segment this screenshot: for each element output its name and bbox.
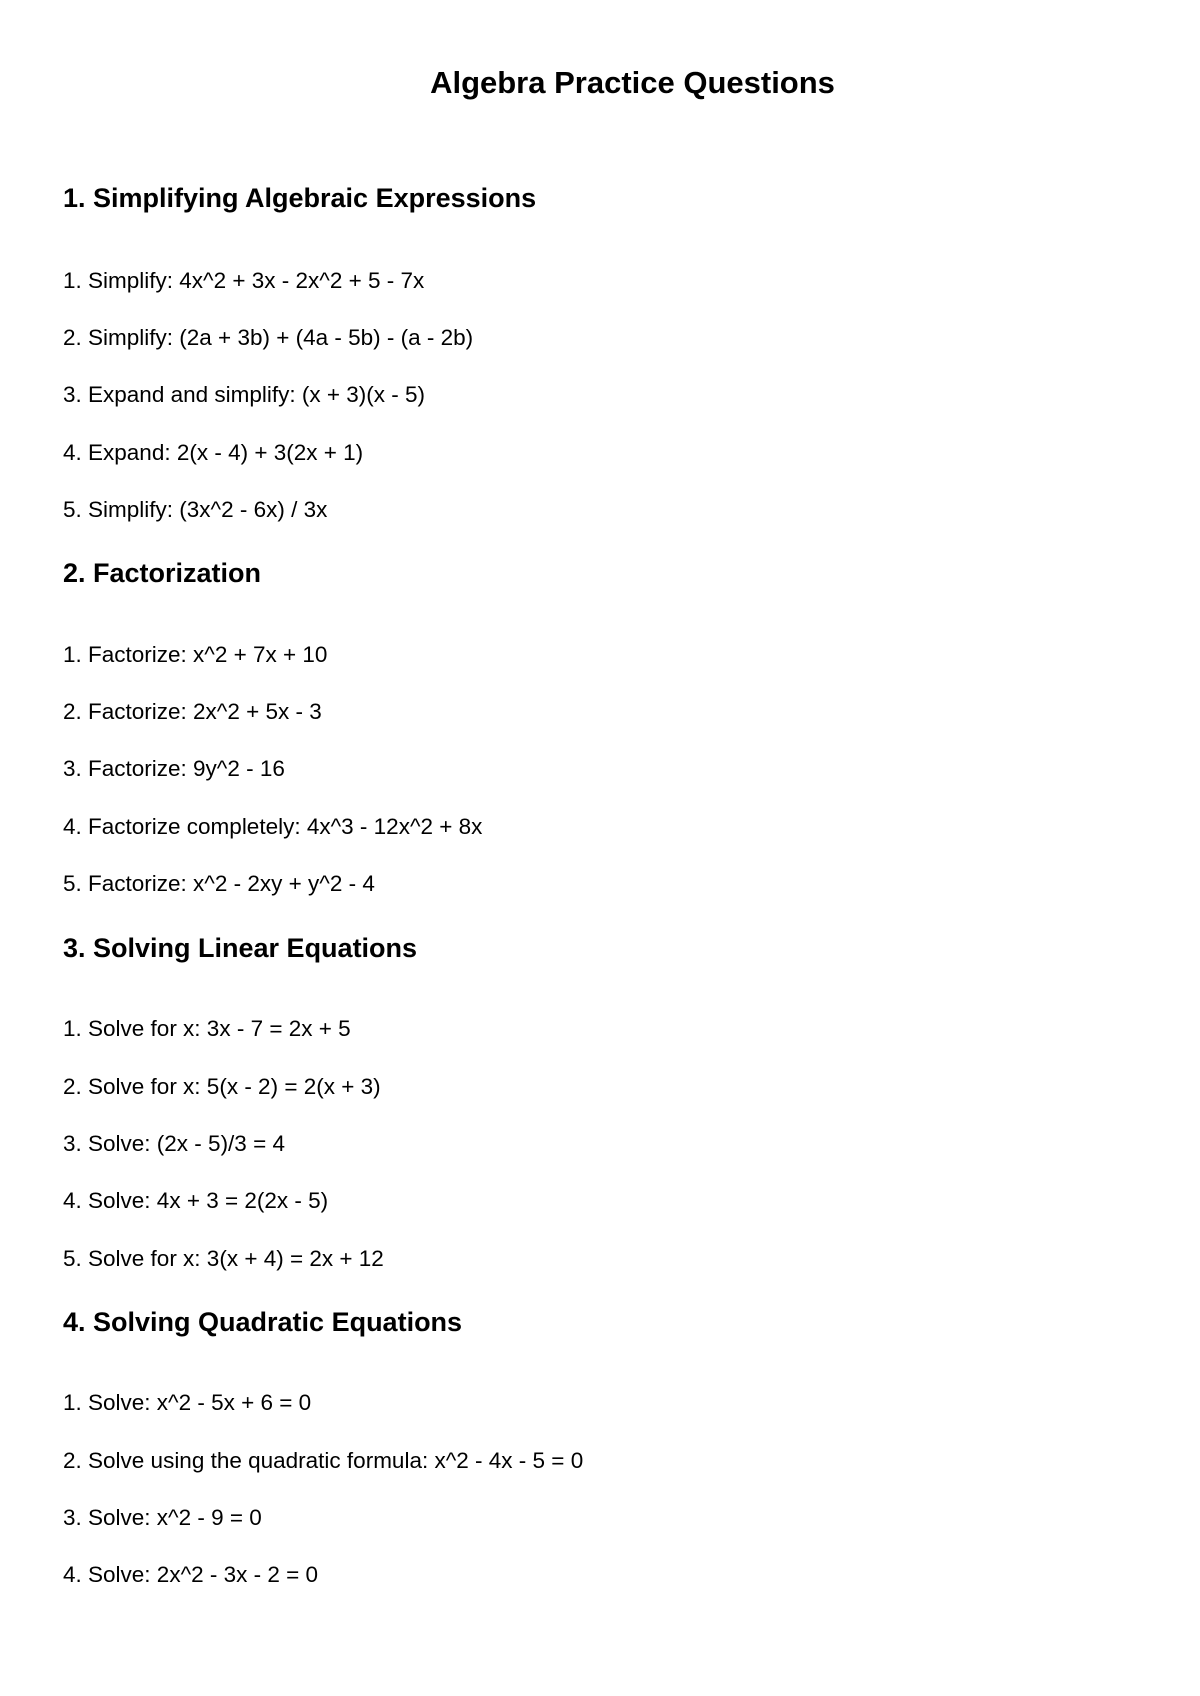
question-item: 4. Solve: 4x + 3 = 2(2x - 5) [63, 1188, 329, 1213]
question-item: 2. Solve for x: 5(x - 2) = 2(x + 3) [63, 1074, 381, 1099]
question-item: 3. Expand and simplify: (x + 3)(x - 5) [63, 382, 426, 407]
question-item: 2. Solve using the quadratic formula: x^2 - 4x - 5 = 0 [63, 1448, 584, 1473]
question-item: 5. Solve for x: 3(x + 4) = 2x + 12 [63, 1246, 384, 1271]
question-item: 5. Factorize: x^2 - 2xy + y^2 - 4 [63, 871, 375, 896]
question-item: 2. Factorize: 2x^2 + 5x - 3 [63, 699, 322, 724]
question-item: 4. Expand: 2(x - 4) + 3(2x + 1) [63, 440, 364, 465]
section-heading-simplifying: 1. Simplifying Algebraic Expressions [63, 183, 537, 213]
question-item: 3. Solve: (2x - 5)/3 = 4 [63, 1131, 285, 1156]
section-heading-factorization: 2. Factorization [63, 558, 262, 588]
question-item: 1. Solve for x: 3x - 7 = 2x + 5 [63, 1016, 351, 1041]
question-item: 3. Solve: x^2 - 9 = 0 [63, 1505, 262, 1530]
question-item: 4. Factorize completely: 4x^3 - 12x^2 + 8x [63, 814, 483, 839]
question-item: 4. Solve: 2x^2 - 3x - 2 = 0 [63, 1562, 319, 1587]
section-heading-linear-equations: 3. Solving Linear Equations [63, 933, 418, 963]
question-item: 2. Simplify: (2a + 3b) + (4a - 5b) - (a - 2b) [63, 325, 474, 350]
question-item: 3. Factorize: 9y^2 - 16 [63, 756, 285, 781]
question-item: 1. Factorize: x^2 + 7x + 10 [63, 642, 328, 667]
page-title: Algebra Practice Questions [430, 65, 835, 100]
question-item: 5. Simplify: (3x^2 - 6x) / 3x [63, 497, 328, 522]
section-heading-quadratic-equations: 4. Solving Quadratic Equations [63, 1307, 463, 1337]
question-item: 1. Simplify: 4x^2 + 3x - 2x^2 + 5 - 7x [63, 268, 425, 293]
question-item: 1. Solve: x^2 - 5x + 6 = 0 [63, 1390, 312, 1415]
